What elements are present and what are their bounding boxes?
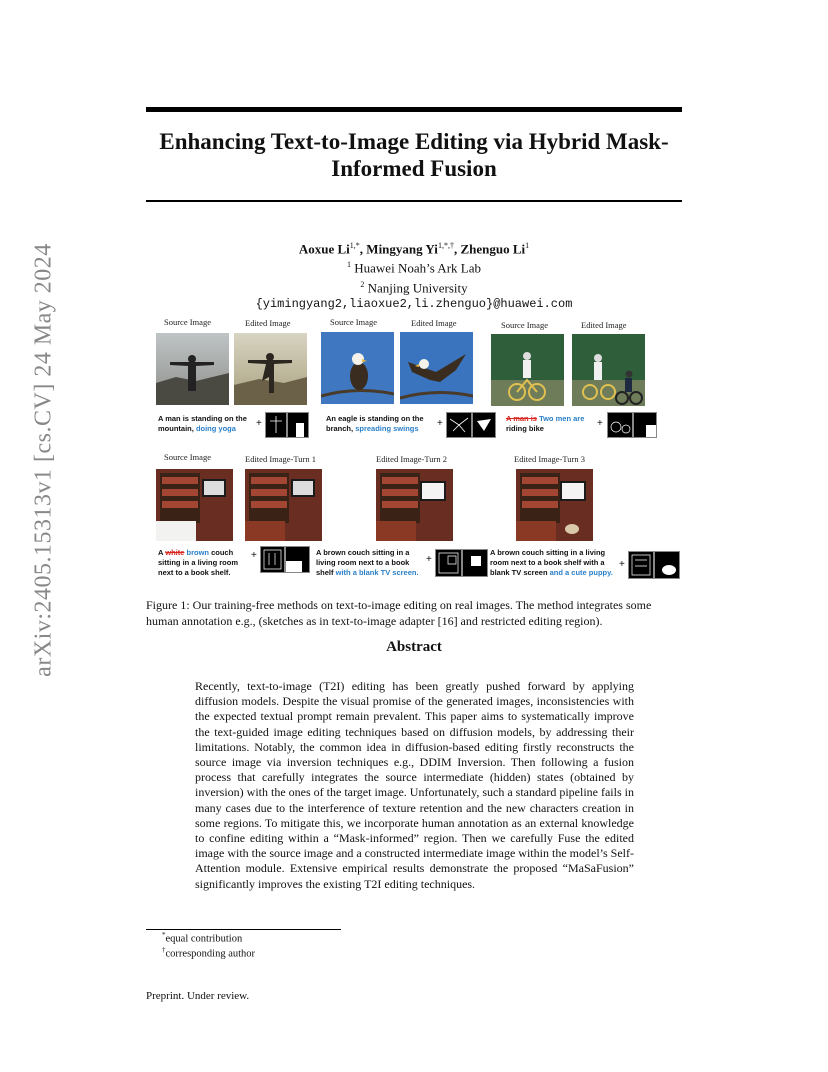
email: {yimingyang2,liaoxue2,li.zhenguo}@huawei.com <box>255 296 573 311</box>
abstract-heading: Abstract <box>386 639 442 655</box>
plus-sign: + <box>437 418 443 429</box>
image-label: Edited Image-Turn 3 <box>514 454 585 464</box>
photo-living-room-source <box>156 469 233 541</box>
title-rule-top <box>146 107 682 112</box>
mask-annotation <box>633 412 657 438</box>
affiliation-1: $^1$ Huawei Noah’s Ark Lab <box>347 260 481 276</box>
preprint-notice: Preprint. Under review. <box>146 990 250 1002</box>
prompt-text: A man is Two men are riding bike <box>506 414 585 433</box>
author-name: Mingyang Yi <box>366 241 438 257</box>
prompt-text: An eagle is standing on the branch, spreading swings <box>326 414 424 433</box>
plus-sign: + <box>251 550 257 561</box>
image-label: Edited Image <box>581 320 627 330</box>
sketch-annotation <box>628 551 654 579</box>
prompt-text: A man is standing on the mountain, doing yoga <box>158 414 247 433</box>
image-label: Edited Image <box>245 318 291 328</box>
mask-annotation <box>654 551 680 579</box>
sketch-annotation <box>607 412 633 438</box>
title-rule-bottom <box>146 200 682 202</box>
footnote: *equal contribution <box>162 931 243 945</box>
photo-man-mountain-source <box>156 333 229 405</box>
mask-annotation <box>472 412 496 438</box>
sketch-annotation <box>260 546 285 573</box>
photo-eagle-edited <box>400 332 473 404</box>
sketch-annotation <box>435 549 462 577</box>
author-name: Aoxue Li <box>298 241 350 257</box>
image-label: Source Image <box>164 317 211 327</box>
plus-sign: + <box>426 554 432 565</box>
image-label: Edited Image <box>411 318 457 328</box>
plus-sign: + <box>619 559 625 570</box>
mask-annotation <box>285 546 310 573</box>
author-block <box>146 238 682 312</box>
prompt-text: A brown couch sitting in a living room next to a book shelf with a blank TV screen and a cute puppy. <box>490 548 613 577</box>
footnote: †corresponding author <box>162 946 256 960</box>
figure-caption: Figure 1: Our training-free methods on text-to-image editing on real images. The method integrates some human annotation e.g., (sketches as in text-to-image adapter [16] and restricted editing region). <box>146 598 652 628</box>
photo-cyclist-source <box>491 334 564 406</box>
photo-man-yoga-edited <box>234 333 307 405</box>
mask-annotation <box>462 549 488 577</box>
photo-living-room-turn3 <box>516 469 593 541</box>
prompt-text: A brown couch sitting in a living room next to a book shelf with a blank TV screen. <box>316 548 419 577</box>
figure-1 <box>150 314 680 584</box>
photo-living-room-turn1 <box>245 469 322 541</box>
image-label: Source Image <box>330 317 377 327</box>
prompt-text: A white brown couch sitting in a living room next to a book shelf. <box>158 548 239 577</box>
mask-annotation <box>287 412 309 438</box>
paper-title: Enhancing Text-to-Image Editing via Hybrid Mask-Informed Fusion <box>159 129 669 181</box>
image-label: Source Image <box>501 320 548 330</box>
photo-eagle-source <box>321 332 394 404</box>
author-name: Zhenguo Li <box>460 241 526 257</box>
photo-living-room-turn2 <box>376 469 453 541</box>
footnote-rule <box>146 929 341 930</box>
sketch-annotation <box>446 412 472 438</box>
image-label: Edited Image-Turn 1 <box>245 454 316 464</box>
abstract-body: Recently, text-to-image (T2I) editing has been greatly pushed forward by applying diffusion models. Despite the visual promise of the generated images, inconsistencies with the expected textual prompt remain prevalent. This paper aims to systematically improve the text-guided image editing techniques based on diffusion models, by addressing their limitations. Notably, the common idea in diffusion-based editing firstly reconstructs the source image via inversion techniques e.g., DDIM Inversion. Then following a fusion process that carefully integrates the source intermediate (hidden) states (obtained by inversion) with the ones of the target image. Unfortunately, such a standard pipeline fails in many cases due to the interference of texture retention and the new characters creation in some regions. To mitigate this, we incorporate human annotation as an external knowledge to confine editing within a “Mask-informed” region. Then we carefully Fuse the edited image with the source image and a constructed intermediate image within the model’s Self-Attention module. Extensive empirical results demonstrate the proposed “MaSaFusion” significantly improves the existing T2I editing techniques. <box>195 679 634 891</box>
sketch-annotation <box>265 412 287 438</box>
photo-two-cyclists-edited <box>572 334 645 406</box>
image-label: Edited Image-Turn 2 <box>376 454 447 464</box>
plus-sign: + <box>597 418 603 429</box>
plus-sign: + <box>256 418 262 429</box>
affiliation-2: $^2$ Nanjing University <box>360 279 468 295</box>
author-names: Aoxue $Li^{1,*}$, Mingyang $Yi^{1,*,\dagger}$, Zhenguo Li$^1$ <box>298 241 530 257</box>
image-label: Source Image <box>164 452 211 462</box>
